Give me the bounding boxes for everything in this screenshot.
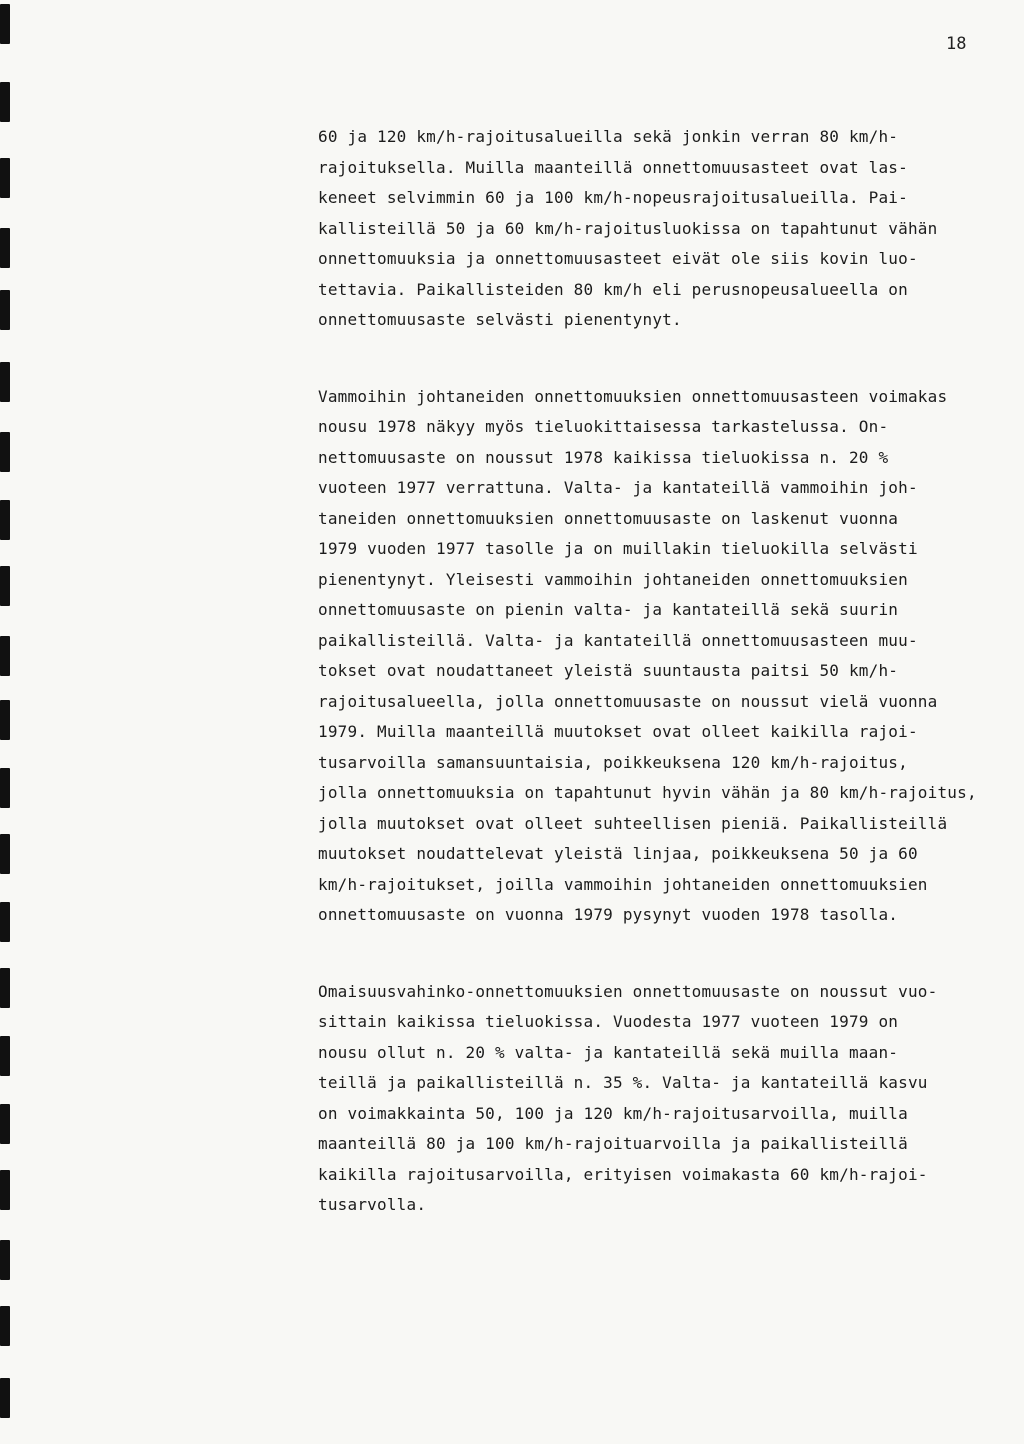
binding-mark [0, 362, 10, 402]
text-line: paikallisteillä. Valta- ja kantateillä onnettomuusasteen muu- [318, 630, 918, 650]
paragraph [318, 382, 1008, 931]
text-line: onnettomuusaste selvästi pienentynyt. [318, 310, 682, 329]
text-line: kaikilla rajoitusarvoilla, erityisen voimakasta 60 km/h-rajoi- [318, 1164, 928, 1184]
text-line: nousu 1978 näkyy myös tieluokittaisessa tarkastelussa. On- [318, 417, 889, 436]
text-line: pienentynyt. Yleisesti vammoihin johtaneiden onnettomuuksien [318, 569, 908, 589]
text-line: Omaisuusvahinko-onnettomuuksien onnettomuusaste on noussut vuo- [318, 981, 938, 1001]
text-line: muutokset noudattelevat yleistä linjaa, poikkeuksena 50 ja 60 [318, 844, 918, 863]
binding-mark [0, 432, 10, 472]
text-line: sittain kaikissa tieluokissa. Vuodesta 1977 vuoteen 1979 on [318, 1012, 899, 1031]
text-line: tusarvoilla samansuuntaisia, poikkeuksena 120 km/h-rajoitus, [318, 752, 908, 772]
binding-mark [0, 1170, 10, 1210]
binding-mark [0, 1306, 10, 1346]
text-line: 1979 vuoden 1977 tasolle ja on muillakin tieluokilla selvästi [318, 539, 918, 558]
binding-mark [0, 902, 10, 942]
text-line: tusarvolla. [318, 1195, 427, 1214]
text-line: tokset ovat noudattaneet yleistä suuntausta paitsi 50 km/h- [318, 661, 899, 680]
text-line: taneiden onnettomuuksien onnettomuusaste on laskenut vuonna [318, 508, 899, 528]
binding-mark [0, 1104, 10, 1144]
text-line: keneet selvimmin 60 ja 100 km/h-nopeusrajoitusalueilla. Pai- [318, 188, 908, 207]
binding-mark [0, 1240, 10, 1280]
paragraph [318, 977, 1008, 1221]
binding-mark [0, 700, 10, 740]
binding-mark [0, 4, 10, 44]
binding-mark [0, 82, 10, 122]
text-line: km/h-rajoitukset, joilla vammoihin johtaneiden onnettomuuksien [318, 874, 928, 894]
binding-mark [0, 500, 10, 540]
text-line: kallisteillä 50 ja 60 km/h-rajoitusluokissa on tapahtunut vähän [318, 218, 938, 238]
binding-mark [0, 566, 10, 606]
text-line: jolla muutokset ovat olleet suhteellisen pieniä. Paikallisteillä [318, 813, 948, 833]
text-line: onnettomuusaste on vuonna 1979 pysynyt vuoden 1978 tasolla. [318, 905, 899, 924]
body-text [318, 122, 1008, 1267]
binding-mark [0, 636, 10, 676]
text-line: onnettomuuksia ja onnettomuusasteet eivät ole siis kovin luo- [318, 249, 918, 268]
text-line: vuoteen 1977 verrattuna. Valta- ja kantateillä vammoihin joh- [318, 478, 918, 497]
binding-mark [0, 290, 10, 330]
text-line: nettomuusaste on noussut 1978 kaikissa tieluokissa n. 20 % [318, 447, 889, 467]
binding-mark [0, 228, 10, 268]
paragraph [318, 122, 1008, 336]
text-line: on voimakkainta 50, 100 ja 120 km/h-rajoitusarvoilla, muilla [318, 1103, 908, 1123]
text-line: rajoitusalueella, jolla onnettomuusaste on noussut vielä vuonna [318, 691, 938, 711]
page-number: 18 [946, 34, 967, 54]
text-line: teillä ja paikallisteillä n. 35 %. Valta- ja kantateillä kasvu [318, 1073, 928, 1092]
text-line: tettavia. Paikallisteiden 80 km/h eli perusnopeusalueella on [318, 279, 908, 299]
binding-mark [0, 1378, 10, 1418]
text-line: rajoituksella. Muilla maanteillä onnettomuusasteet ovat las- [318, 157, 908, 177]
binding-holes [0, 0, 20, 1444]
text-line: 60 ja 120 km/h-rajoitusalueilla sekä jonkin verran 80 km/h- [318, 127, 899, 146]
text-line: maanteillä 80 ja 100 km/h-rajoituarvoilla ja paikallisteillä [318, 1134, 908, 1153]
text-line: 1979. Muilla maanteillä muutokset ovat olleet kaikilla rajoi- [318, 722, 918, 741]
text-line: Vammoihin johtaneiden onnettomuuksien onnettomuusasteen voimakas [318, 386, 948, 406]
binding-mark [0, 1036, 10, 1076]
text-line: jolla onnettomuuksia on tapahtunut hyvin vähän ja 80 km/h-rajoitus, [318, 783, 977, 802]
binding-mark [0, 158, 10, 198]
text-line: onnettomuusaste on pienin valta- ja kantateillä sekä suurin [318, 600, 899, 619]
text-line: nousu ollut n. 20 % valta- ja kantateillä sekä muilla maan- [318, 1042, 899, 1062]
binding-mark [0, 834, 10, 874]
binding-mark [0, 968, 10, 1008]
binding-mark [0, 768, 10, 808]
